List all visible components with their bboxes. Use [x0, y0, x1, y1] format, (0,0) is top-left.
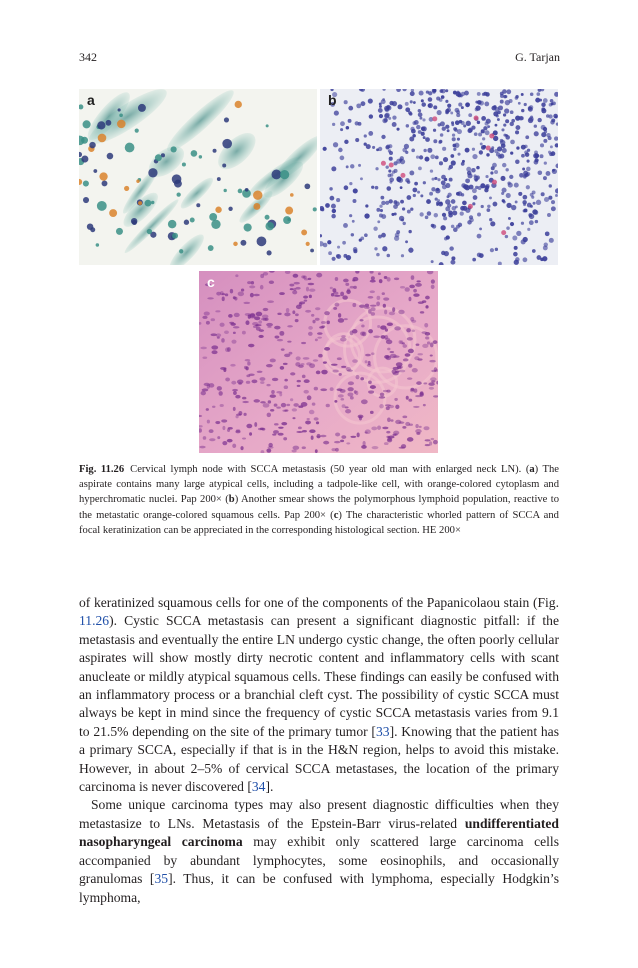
caption-letter-a: a: [529, 464, 535, 475]
figure-label: Fig. 11.26: [79, 464, 125, 475]
paragraph-text: ].: [265, 779, 274, 795]
caption-intro: Cervical lymph node with SCCA metastasis (50 year old man with enlarged neck LN).: [130, 464, 522, 475]
caption-text-c: The characteristic whorled pattern of SCCA and focal keratinization can be appreciated in the corresponding histological section. HE 200×: [79, 509, 559, 536]
figure-reference-link[interactable]: 11.26: [79, 613, 110, 629]
caption-text-a: The aspirate contains many large atypical cells, including a tadpole-like cell, with orange-colored cytoplasm and hyperchromatic nuclei. Pap 200×: [79, 464, 559, 506]
paragraph: [79, 594, 559, 796]
citation-link-34[interactable]: 34: [251, 779, 266, 795]
bold-term: undifferentiated nasopharyngeal carcinoma: [79, 815, 559, 850]
figure-panel-c-image: [199, 271, 438, 453]
page-number: 342: [79, 50, 97, 64]
paragraph-text: may exhibit only scattered large carcinoma cells accompanied by abundant lymphocytes, some eosinophils, and occasionally granulomas [: [79, 834, 559, 887]
he-histology-image: [199, 271, 438, 453]
paragraph-text: ]. Knowing that the patient has a primary SCCA, especially if that is in the H&N region, helps to avoid this mistake. However, in about 2–5% of cervical SCCA metastases, the location of the primary carcinoma is never discovered [: [79, 723, 559, 795]
figure-caption: Fig. 11.26 Cervical lymph node with SCCA metastasis (50 year old man with enlarged neck LN). (a) The aspirate contains many large atypical cells, including a tadpole-like cell, with orange-colored cytoplasm and hyperchromatic nuclei. Pap 200× (b) Another smear shows the polymorphous lymphoid population, reactive to the metastatic orange-colored squamous cells. Pap 200× (c) The characteristic whorled pattern of SCCA and focal keratinization can be appreciated in the corresponding histological section. HE 200×: [79, 464, 559, 536]
figure-panel-a-image: [79, 89, 317, 265]
caption-letter-c: c: [333, 509, 339, 521]
running-head-author: G. Tarjan: [515, 50, 560, 64]
panel-label-a: a: [87, 92, 95, 108]
body-text: [79, 594, 559, 907]
lymphoid-smear-image: [320, 89, 558, 265]
paragraph-text: of keratinized squamous cells for one of the components of the Papanicolaou stain (Fig.: [79, 595, 559, 610]
panel-label-c: c: [207, 274, 215, 290]
paragraph: [79, 796, 559, 906]
caption-text-b: Another smear shows the polymorphous lymphoid population, reactive to the metastatic orange-colored squamous cells. Pap 200×: [79, 494, 559, 521]
citation-link-35[interactable]: 35: [154, 871, 169, 887]
pap-smear-aspirate-image: [79, 89, 317, 265]
citation-link-33[interactable]: 33: [375, 723, 390, 739]
paragraph-text: Some unique carcinoma types may also present diagnostic difficulties when they metastasize to LNs. Metastasis of the Epstein-Barr virus-related: [79, 797, 559, 831]
paragraph-text: ). Cystic SCCA metastasis can present a significant diagnostic pitfall: if the metastasis and eventually the entire LN undergo cystic change, the often poorly cellular aspirates will show mostly dirty necrotic content and inflammatory cells with scant anucleate or mildly atypical squamous cells. These findings can easily be confused with an inflammatory process or a branchial cleft cyst. The possibility of cystic SCCA must always be kept in mind since the frequency of cystic SCCA metastasis varies from 9.1 to 21.5% depending on the site of the primary tumor [: [79, 613, 559, 739]
figure-panel-b-image: [320, 89, 558, 265]
caption-letter-b: b: [228, 494, 235, 506]
panel-label-b: b: [328, 92, 337, 108]
paragraph-text: ]. Thus, it can be confused with lymphoma, especially Hodgkin’s lymphoma,: [79, 871, 559, 905]
